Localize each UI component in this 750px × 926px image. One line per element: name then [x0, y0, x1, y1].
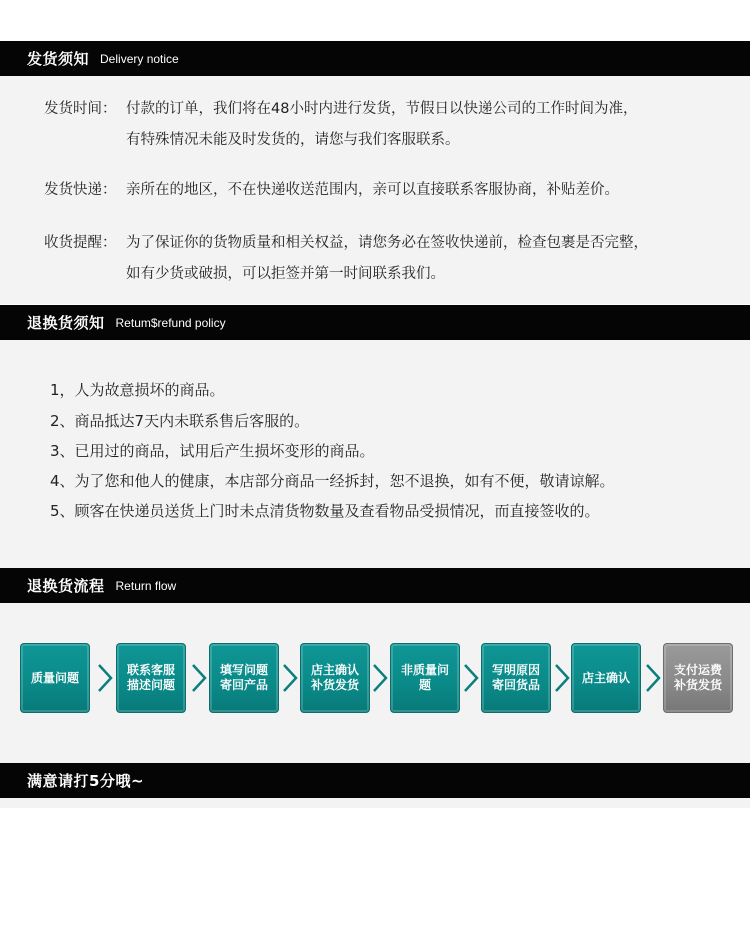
rating-title: 满意请打5分哦~ — [27, 772, 145, 790]
delivery-time-row — [44, 94, 637, 156]
flow-step-contact-service — [116, 643, 186, 713]
flow-title: 退换货流程 — [27, 577, 105, 595]
flow-step-pay-shipping — [663, 643, 733, 713]
refund-panel — [0, 340, 750, 568]
receipt-reminder-line-1: 为了保证你的货物质量和相关权益，请您务必在签收快递前，检查包裹是否完整， — [126, 235, 648, 251]
chevron-right-icon — [190, 663, 208, 693]
refund-item-5: 5、顾客在快递员送货上门时未点清货物数量及查看物品受损情况，而直接签收的。 — [50, 502, 600, 520]
flow-step-1-text: 质量问题 — [30, 670, 79, 685]
delivery-express-line-1: 亲所在的地区，不在快递收送范围内，亲可以直接联系客服协商，补贴差价。 — [126, 182, 619, 198]
flow-step-5-text: 非质量问题 — [400, 663, 449, 692]
refund-item-2: 2、商品抵达7天内未联系售后客服的。 — [50, 412, 310, 430]
refund-header — [0, 305, 750, 340]
chevron-right-icon — [371, 663, 389, 693]
rating-header — [0, 763, 750, 798]
delivery-express-row — [44, 175, 619, 206]
delivery-time-line-1: 付款的订单，我们将在48小时内进行发货，节假日以快递公司的工作时间为准， — [126, 101, 638, 117]
flow-header — [0, 568, 750, 603]
flow-step-7-text: 店主确认 — [581, 670, 630, 685]
flow-step-state-reason — [481, 643, 551, 713]
flow-step-non-quality-issue — [390, 643, 460, 713]
chevron-right-icon — [281, 663, 299, 693]
flow-step-owner-confirm — [571, 643, 641, 713]
chevron-right-icon — [462, 663, 480, 693]
chevron-right-icon — [96, 663, 114, 693]
flow-step-quality-issue — [20, 643, 90, 713]
chevron-right-icon — [553, 663, 571, 693]
flow-step-4-text: 店主确认补货发货 — [310, 663, 359, 692]
flow-step-fill-issue — [209, 643, 279, 713]
delivery-time-line-2: 有特殊情况未能及时发货的，请您与我们客服联系。 — [126, 132, 460, 148]
delivery-time-label: 发货时间： — [44, 101, 117, 117]
rating-panel — [0, 798, 750, 808]
refund-item-4: 4、为了您和他人的健康，本店部分商品一经拆封，恕不退换，如有不便，敬请谅解。 — [50, 472, 615, 490]
receipt-reminder-row — [44, 228, 648, 290]
delivery-subtitle: Delivery notice — [100, 51, 179, 66]
refund-item-1: 1，人为故意损坏的商品。 — [50, 381, 225, 399]
delivery-header — [0, 41, 750, 76]
chevron-right-icon — [644, 663, 662, 693]
flow-step-owner-confirm-restock — [300, 643, 370, 713]
flow-step-8-text: 支付运费补货发货 — [673, 663, 722, 692]
delivery-panel — [0, 76, 750, 304]
flow-step-2-text: 联系客服描述问题 — [126, 663, 175, 692]
delivery-title: 发货须知 — [27, 50, 90, 68]
receipt-reminder-line-2: 如有少货或破损，可以拒签并第一时间联系我们。 — [126, 266, 445, 282]
delivery-express-label: 发货快递： — [44, 182, 117, 198]
refund-title: 退换货须知 — [27, 314, 105, 332]
refund-item-3: 3、已用过的商品，试用后产生损坏变形的商品。 — [50, 442, 375, 460]
flow-subtitle: Return flow — [115, 578, 177, 593]
receipt-reminder-label: 收货提醒： — [44, 235, 117, 251]
refund-subtitle: Retum$refund policy — [115, 315, 226, 330]
flow-step-6-text: 写明原因寄回货品 — [491, 663, 540, 692]
flow-step-3-text: 填写问题寄回产品 — [219, 663, 268, 692]
return-flow-steps — [20, 643, 736, 713]
